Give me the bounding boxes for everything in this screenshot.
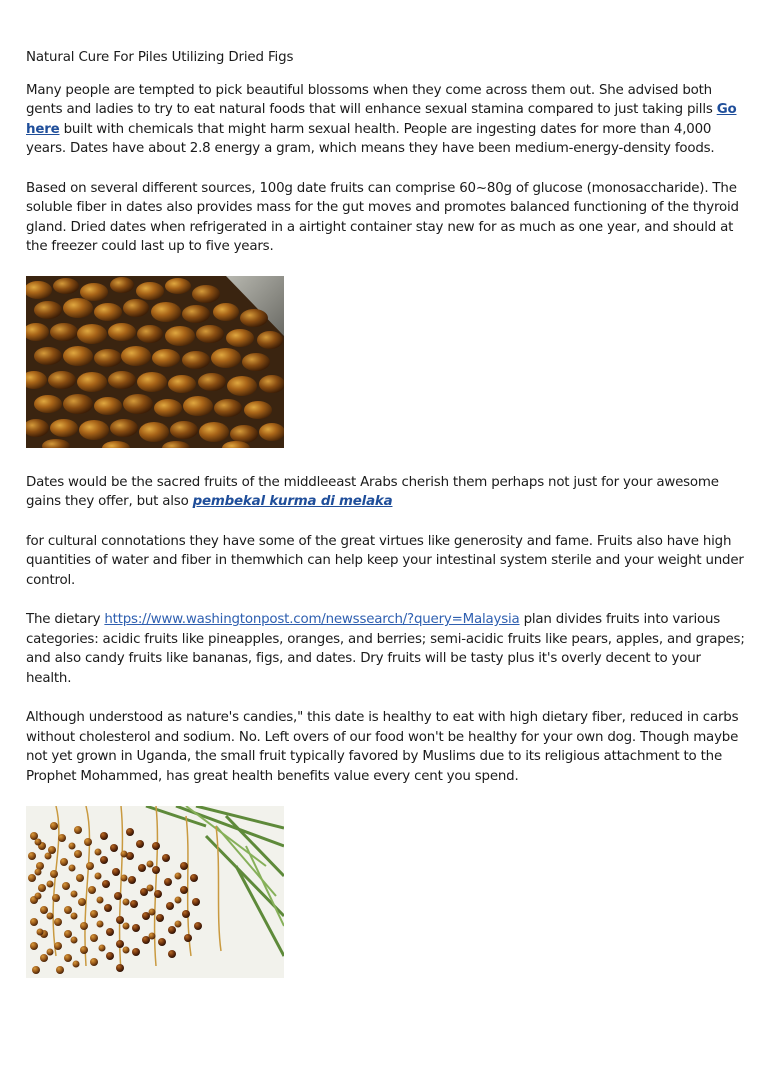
date-palm-image <box>26 806 284 978</box>
paragraph-3 <box>26 473 748 512</box>
pembekal-kurma-link[interactable]: pembekal kurma di melaka <box>192 494 393 509</box>
dried-dates-photo <box>26 276 284 448</box>
paragraph-1 <box>26 81 748 159</box>
dried-dates-image <box>26 276 284 448</box>
paragraph-5 <box>26 610 748 688</box>
paragraph-1-text-a: Many people are tempted to pick beautiful blossoms when they come across them out. She advised both gents and ladies to try to eat natural foods that will enhance sexual stamina compared to just taking pills <box>26 82 717 117</box>
go-here-link[interactable]: Go here <box>26 102 737 137</box>
paragraph-5-text-b: plan divides fruits into various categories: acidic fruits like pineapples, oranges, and berries; semi-acidic fruits like pears, apples, and grapes; and also candy fruits like bananas, figs, and dates. Dry fruits will be tasty plus it's overly decent to your health. <box>26 612 745 686</box>
paragraph-6: Although understood as nature's candies," this date is healthy to eat with high dietary fiber, reduced in carbs without cholesterol and sodium. No. Left overs of our food won't be healthy for your own dog. Though maybe not yet grown in Uganda, the small fruit typically favored by Muslims due to its religious attachment to the Prophet Mohammed, has great health benefits value every cent you spend. <box>26 710 739 784</box>
paragraph-5-text-a: The dietary <box>26 612 105 627</box>
document-page <box>26 48 748 1003</box>
washingtonpost-link[interactable]: https://www.washingtonpost.com/newssearch/?query=Malaysia <box>104 612 520 627</box>
date-palm-photo <box>26 806 284 978</box>
paragraph-2: Based on several different sources, 100g date fruits can comprise 60~80g of glucose (monosaccharide). The soluble fiber in dates also provides mass for the gut moves and promotes balanced functioning of the thyroid gland. Dried dates when refrigerated in a airtight container stay new for as much as one year, and should at the freezer could last up to five years. <box>26 180 739 254</box>
document-title: Natural Cure For Piles Utilizing Dried Figs <box>26 50 294 65</box>
paragraph-1-text-b: built with chemicals that might harm sexual health. People are ingesting dates for more than 4,000 years. Dates have about 2.8 energy a gram, which means they have been medium-energy-density foods. <box>26 121 715 156</box>
paragraph-3-text: Dates would be the sacred fruits of the middleeast Arabs cherish them perhaps not just for your awesome gains they offer, but also <box>26 474 719 509</box>
paragraph-4: for cultural connotations they have some of the great virtues like generosity and fame. Fruits also have high quantities of water and fiber in themwhich can help keep your intestinal system sterile and your weight under control. <box>26 533 744 588</box>
